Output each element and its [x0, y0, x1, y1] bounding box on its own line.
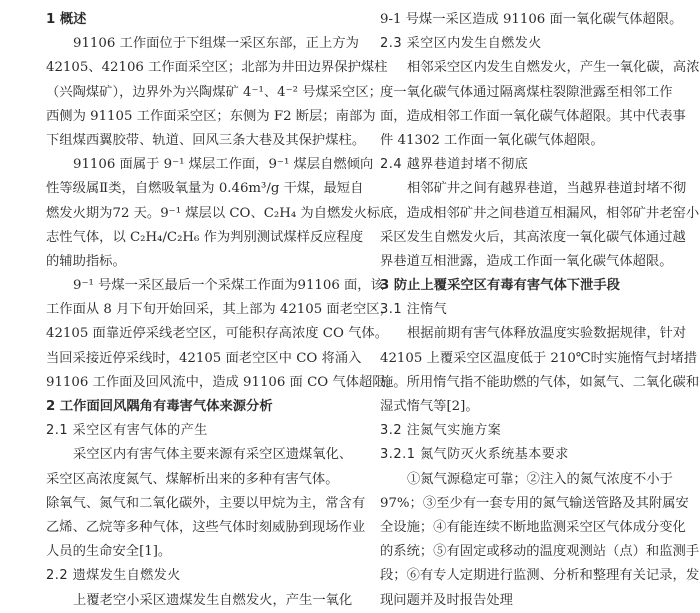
text-line: 施。所用惰气指不能助燃的气体，如氮气、二氧化碳和 [380, 374, 700, 390]
text-line: 9-1 号煤一采区造成 91106 面一氧化碳气体超限。 [380, 12, 683, 27]
text-line: 度一氧化碳气体通过隔离煤柱裂隙泄露至相邻工作 [380, 84, 673, 100]
text-line: 人员的生命安全[1]。 [46, 544, 172, 560]
text-line: 根据前期有害气体释放温度实验数据规律，针对 [407, 326, 687, 342]
text-line: 91106 面属于 9⁻¹ 煤层工作面，9⁻¹ 煤层自燃倾向 [73, 157, 374, 173]
text-line: ①氮气源稳定可靠；②注入的氮气浓度不小于 [407, 471, 673, 487]
text-line: 的辅助指标。 [46, 253, 126, 269]
text-line: 9⁻¹ 号煤一采区最后一个采煤工作面为91106 面，该 [73, 278, 384, 294]
text-line: 底，造成相邻矿井之间巷道互相漏风，相邻矿井老窑小 [380, 205, 700, 221]
paragraph-coal-seam [46, 153, 381, 274]
paragraph-gas-overrun [46, 274, 399, 395]
text-line: 现问题并及时报告处理 [380, 592, 513, 608]
text-line: 乙烯、乙烷等多种气体，这些气体时刻威胁到现场作业 [46, 519, 366, 535]
paragraph-continuation [380, 8, 683, 32]
section-2-4-heading: 2.4 越界巷道封堵不彻底 [380, 157, 529, 173]
text-line: 的系统；⑤有固定或移动的温度观测站（点）和监测手 [380, 544, 700, 560]
paragraph-overview-location [46, 32, 388, 153]
text-line: 当回采接近停采线时，42105 面老空区中 CO 将涌入 [46, 350, 362, 366]
text-line: 界巷道互相泄露，造成工作面一氧化碳气体超限。 [380, 253, 673, 269]
section-3-heading: 3 防止上覆采空区有毒有害气体下泄手段 [380, 278, 620, 294]
text-line: 面，造成相邻工作面一氧化碳气体超限。其中代表事 [380, 108, 686, 124]
text-line: 相邻矿井之间有越界巷道，当越界巷道封堵不彻 [407, 181, 687, 197]
paragraph-roadway-sealing [380, 177, 700, 274]
paragraph-residual-coal-fire [46, 589, 353, 613]
left-column [46, 0, 399, 613]
text-line: 相邻采空区内发生自燃发火，产生一氧化碳，高浓 [407, 60, 700, 76]
text-line: 志性气体，以 C₂H₄/C₂H₆ 作为判别测试煤样反应程度 [46, 229, 364, 245]
paragraph-inert-gas [380, 322, 700, 419]
paragraph-goaf-gas-sources [46, 443, 366, 564]
section-3-2-heading: 3.2 注氮气实施方案 [380, 423, 502, 439]
text-line: 全设施；④有能连续不断地监测采空区气体成分变化 [380, 519, 686, 535]
text-line: 工作面从 8 月下旬开始回采，其上部为 42105 面老空区， [46, 302, 393, 318]
text-line: 91106 工作面位于下组煤一采区东部，正上方为 [73, 36, 359, 52]
section-2-1-heading: 2.1 采空区有害气体的产生 [46, 423, 208, 439]
text-line: 性等级属Ⅱ类，自燃吸氧量为 0.46m³/g 干煤，最短自 [46, 181, 364, 197]
section-1-heading: 1 概述 [46, 12, 87, 27]
text-line: 件 41302 工作面一氧化碳气体超限。 [380, 132, 604, 148]
paragraph-adjacent-goaf-fire [380, 56, 700, 153]
text-line: 42105 面靠近停采线老空区，可能积存高浓度 CO 气体。 [46, 326, 388, 342]
text-line: （兴陶煤矿），边界外为兴陶煤矿 4⁻¹、4⁻² 号煤采空区； [46, 84, 382, 100]
text-line: 西侧为 91105 工作面采空区；东侧为 F2 断层；南部为 [46, 108, 376, 124]
section-3-2-1-heading: 3.2.1 氮气防灭火系统基本要求 [380, 447, 569, 463]
text-line: 段；⑥有专人定期进行监测、分析和整理有关记录，发 [380, 568, 700, 584]
text-line: 91106 工作面及回风流中，造成 91106 面 CO 气体超限。 [46, 374, 399, 390]
text-line: 采区发生自燃发火后，其高浓度一氧化碳气体通过越 [380, 229, 686, 245]
section-2-2-heading: 2.2 遗煤发生自燃发火 [46, 568, 181, 584]
text-line: 采空区高浓度氮气、煤解析出来的多种有害气体。 [46, 471, 339, 487]
text-line: 42105 上覆采空区温度低于 210℃时实施惰气封堵措 [380, 350, 698, 366]
text-line: 上覆老空小采区遗煤发生自燃发火，产生一氧化 [73, 592, 353, 608]
right-column [380, 0, 700, 613]
text-line: 下组煤西翼胶带、轨道、回风三条大巷及其保护煤柱。 [46, 132, 366, 148]
text-line: 采空区内有害气体主要来源有采空区遗煤氧化、 [73, 447, 353, 463]
text-line: 燃发火期为72 天。9⁻¹ 煤层以 CO、C₂H₄ 为自燃发火标 [46, 205, 381, 221]
section-2-3-heading: 2.3 采空区内发生自燃发火 [380, 36, 542, 52]
section-3-1-heading: 3.1 注惰气 [380, 302, 448, 318]
paragraph-nitrogen-requirements [380, 468, 700, 613]
text-line: 除氧气、氮气和二氧化碳外，主要以甲烷为主，常含有 [46, 495, 366, 511]
text-line: 湿式惰气等[2]。 [380, 399, 479, 414]
text-line: 97%；③至少有一套专用的氮气输送管路及其附属安 [380, 495, 689, 511]
section-2-heading: 2 工作面回风隅角有毒害气体来源分析 [46, 399, 273, 414]
text-line: 42105、42106 工作面采空区；北部为井田边界保护煤柱 [46, 60, 388, 76]
